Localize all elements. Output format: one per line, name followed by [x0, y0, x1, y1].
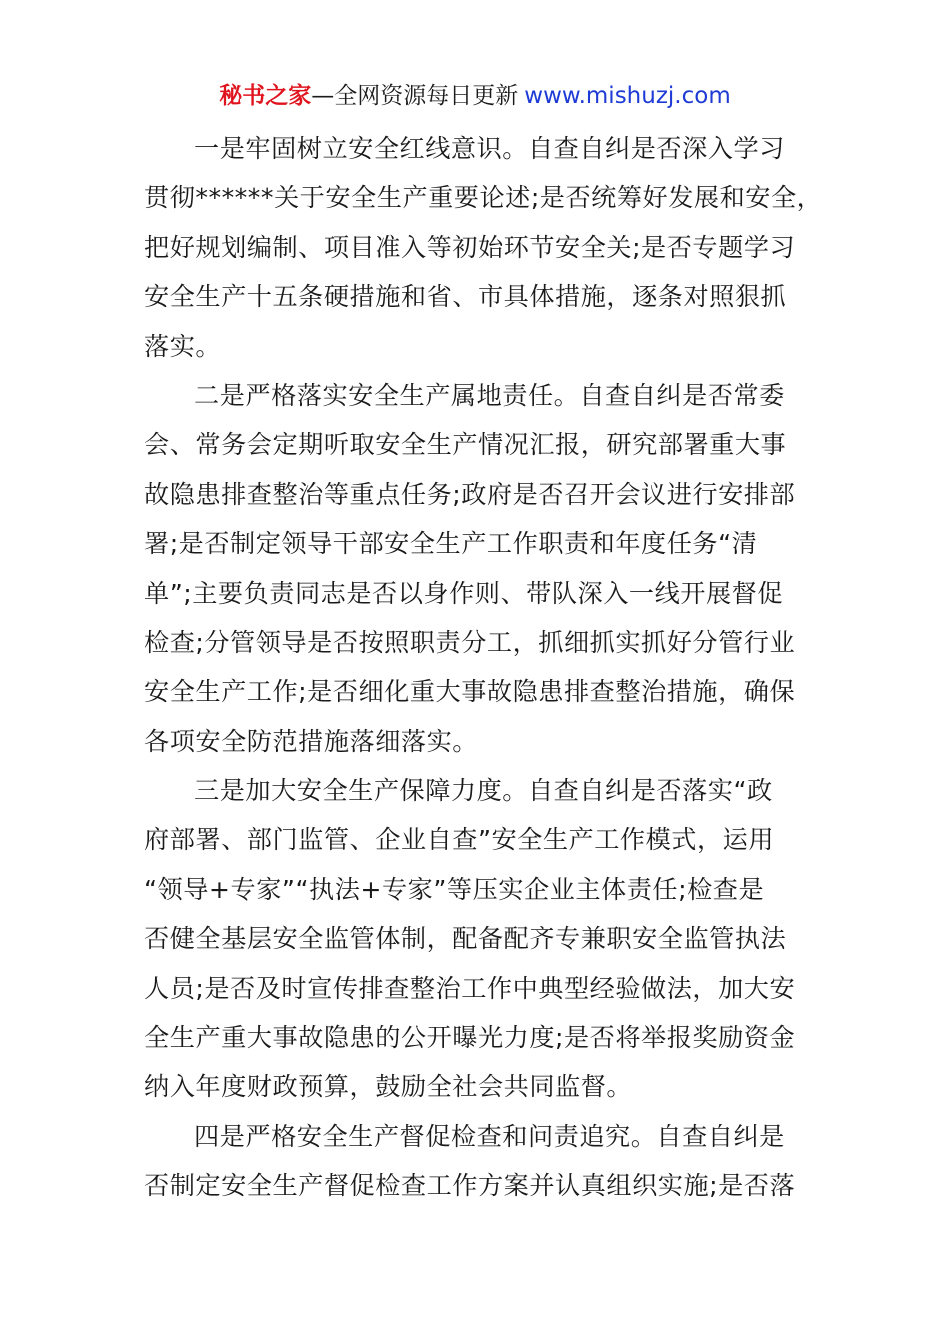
text-line: 检查;分管领导是否按照职责分工，抓细抓实抓好分管行业 — [144, 627, 796, 657]
paragraph-2 — [144, 371, 808, 766]
text-line: 署;是否制定领导干部安全生产工作职责和年度任务“清 — [144, 529, 758, 559]
document-body — [144, 124, 823, 1211]
text-line: 安全生产十五条硬措施和省、市具体措施，逐条对照狠抓 — [144, 282, 787, 312]
text-line: 单”;主要负责同志是否以身作则、带队深入一线开展督促 — [144, 578, 784, 608]
paragraph-3 — [144, 766, 808, 1112]
text-line: 把好规划编制、项目准入等初始环节安全关;是否专题学习 — [144, 232, 796, 262]
paragraph-1 — [144, 124, 823, 371]
paragraph-4 — [144, 1112, 808, 1211]
text-line: 三是加大安全生产保障力度。自查自纠是否落实“政 — [194, 776, 773, 806]
text-line: 纳入年度财政预算，鼓励全社会共同监督。 — [144, 1072, 633, 1102]
text-line: 人员;是否及时宣传排查整治工作中典型经验做法，加大安 — [144, 973, 796, 1003]
text-line: 会、常务会定期听取安全生产情况汇报，研究部署重大事 — [144, 430, 787, 460]
text-line: 否制定安全生产督促检查工作方案并认真组织实施;是否落 — [144, 1171, 796, 1201]
text-line: 府部署、部门监管、企业自查”安全生产工作模式，运用 — [144, 825, 775, 855]
site-url-link[interactable]: www.mishuzj.com — [524, 83, 731, 109]
brand-name: 秘书之家 — [219, 83, 312, 109]
text-line: 故隐患排查整治等重点任务;政府是否召开会议进行安排部 — [144, 479, 796, 509]
site-header — [0, 80, 950, 112]
text-line: 四是严格安全生产督促检查和问责追究。自查自纠是 — [194, 1121, 785, 1151]
text-line: 一是牢固树立安全红线意识。自查自纠是否深入学习 — [194, 134, 785, 163]
header-tagline: —全网资源每日更新 — [311, 83, 519, 109]
text-line: 安全生产工作;是否细化重大事故隐患排查整治措施，确保 — [144, 677, 796, 707]
text-line: 落实。 — [144, 331, 222, 361]
text-line: “领导+专家”“执法+专家”等压实企业主体责任;检查是 — [144, 874, 765, 904]
text-line: 各项安全防范措施落细落实。 — [144, 726, 478, 756]
text-line: 全生产重大事故隐患的公开曝光力度;是否将举报奖励资金 — [144, 1023, 796, 1053]
text-line: 否健全基层安全监管体制，配备配齐专兼职安全监管执法 — [144, 924, 787, 954]
text-line: 贯彻******关于安全生产重要论述;是否统筹好发展和安全， — [144, 183, 823, 213]
text-line: 二是严格落实安全生产属地责任。自查自纠是否常委 — [194, 380, 785, 410]
